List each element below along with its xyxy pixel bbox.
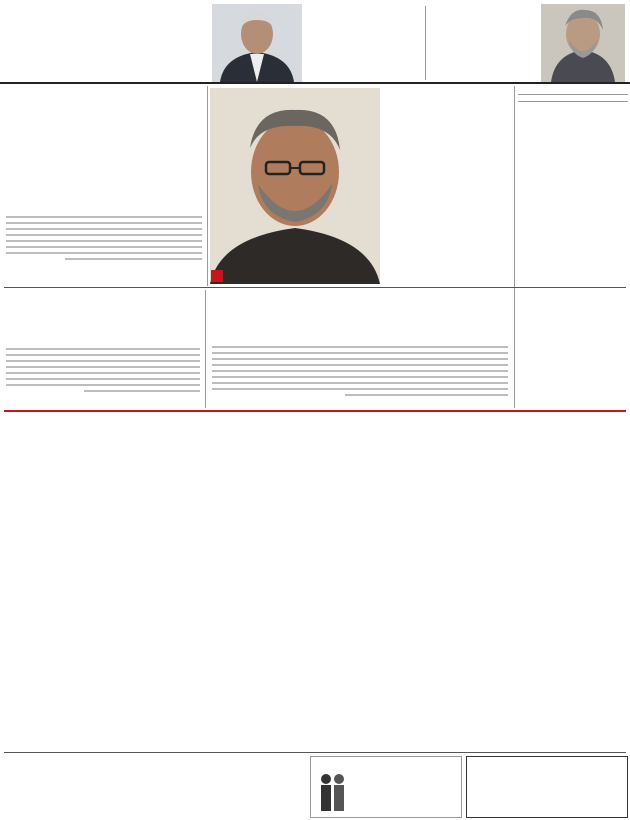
abdolkarimi-portrait: [210, 88, 380, 284]
poisoning-story: [210, 290, 510, 292]
actor-portrait: [541, 4, 625, 82]
right-column: [518, 88, 628, 108]
top-story-1: [430, 6, 538, 10]
two-narratives-body: [6, 216, 202, 264]
top-story-2: [305, 8, 423, 14]
masthead-logo: [22, 0, 202, 68]
chamber-head-portrait: [212, 4, 302, 82]
ad-etemad-logo: [8, 760, 68, 800]
khoy-story: [4, 290, 200, 293]
two-narratives-story: [4, 88, 204, 92]
ad-etemad-online[interactable]: [4, 756, 304, 816]
poisoning-body: [212, 346, 508, 400]
main-story: [338, 92, 510, 100]
main-story-page-tag: [211, 270, 223, 282]
ad-promo-people-icon: [317, 771, 347, 813]
ad-condolence: [466, 756, 628, 818]
masthead: [0, 0, 210, 84]
khoy-body: [6, 348, 200, 396]
ad-product-promo[interactable]: [310, 756, 462, 818]
